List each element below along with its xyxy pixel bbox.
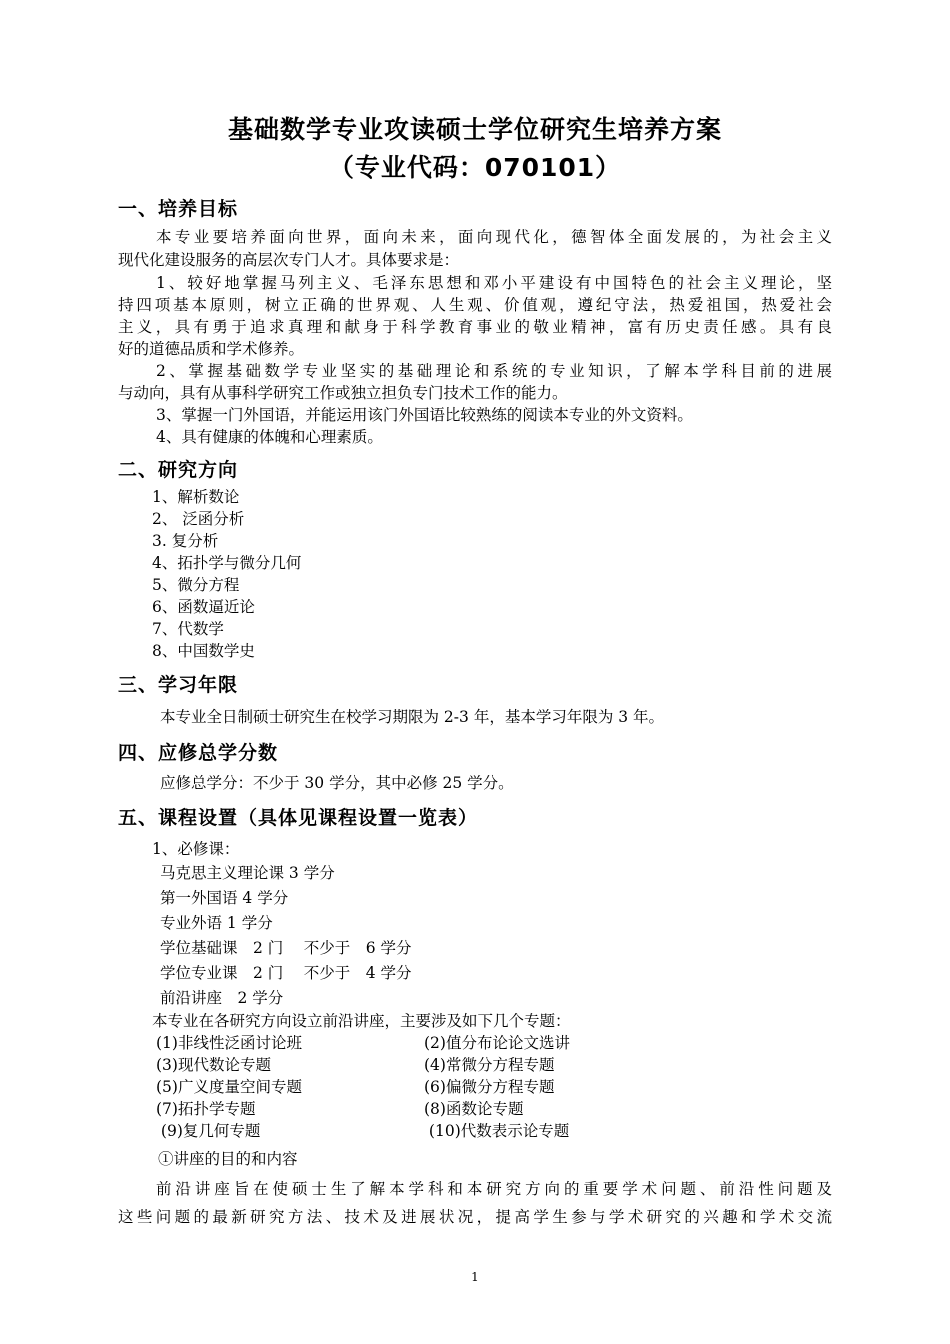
lecture-topic: (3)现代数论专题 — [156, 1056, 271, 1074]
paragraph-line: 现代化建设服务的高层次专门人才。具体要求是： — [118, 251, 460, 269]
section-heading-research-directions: 二、研究方向 — [118, 459, 239, 481]
paragraph-line: 前沿讲座旨在使硕士生了解本学科和本研究方向的重要学术问题、前沿性问题及 — [156, 1180, 832, 1198]
course-item: 学位专业课 2 门 不少于 4 学分 — [160, 964, 412, 982]
paragraph-line: 这些问题的最新研究方法、技术及进展状况，提高学生参与学术研究的兴趣和学术交流 — [118, 1208, 832, 1226]
list-item: 5、微分方程 — [152, 576, 240, 594]
list-item: 3. 复分析 — [152, 532, 219, 550]
paragraph-line: 4、具有健康的体魄和心理素质。 — [156, 428, 383, 446]
course-item: 专业外语 1 学分 — [160, 914, 273, 932]
list-item: 4、拓扑学与微分几何 — [152, 554, 302, 572]
lecture-topic: (5)广义度量空间专题 — [156, 1078, 302, 1096]
paragraph-line: 本专业全日制硕士研究生在校学习期限为 2-3 年，基本学习年限为 3 年。 — [160, 708, 665, 726]
required-courses-label: 1、必修课： — [152, 840, 240, 858]
lecture-topic: (9)复几何专题 — [156, 1122, 261, 1140]
list-item: 7、代数学 — [152, 620, 224, 638]
section-heading-objectives: 一、培养目标 — [118, 198, 239, 220]
lecture-topic: (1)非线性泛函讨论班 — [156, 1034, 302, 1052]
paragraph-line: 1、较好地掌握马列主义、毛泽东思想和邓小平建设有中国特色的社会主义理论，坚 — [156, 274, 832, 292]
lecture-topic: (10)代数表示论专题 — [424, 1122, 570, 1140]
lecture-topic: (4)常微分方程专题 — [424, 1056, 555, 1074]
lecture-topic: (6)偏微分方程专题 — [424, 1078, 555, 1096]
course-item: 第一外国语 4 学分 — [160, 889, 289, 907]
lecture-topic: (2)值分布论论文选讲 — [424, 1034, 570, 1052]
lecture-intro: 本专业在各研究方向设立前沿讲座，主要涉及如下几个专题： — [152, 1012, 571, 1030]
course-item: 马克思主义理论课 3 学分 — [160, 864, 335, 882]
list-item: 2、 泛函分析 — [152, 510, 245, 528]
section-heading-courses: 五、课程设置（具体见课程设置一览表） — [118, 807, 479, 829]
list-item: 8、中国数学史 — [152, 642, 255, 660]
section-heading-duration: 三、学习年限 — [118, 674, 239, 696]
paragraph-line: 3、掌握一门外国语，并能运用该门外国语比较熟练的阅读本专业的外文资料。 — [156, 406, 693, 424]
major-code: （专业代码：070101） — [328, 153, 622, 182]
lecture-purpose-label: ①讲座的目的和内容 — [158, 1150, 298, 1168]
paragraph-line: 2、掌握基础数学专业坚实的基础理论和系统的专业知识，了解本学科目前的进展 — [156, 362, 832, 380]
paragraph-line: 持四项基本原则，树立正确的世界观、人生观、价值观，遵纪守法，热爱祖国，热爱社会 — [118, 296, 832, 314]
list-item: 1、解析数论 — [152, 488, 240, 506]
lecture-topic: (7)拓扑学专题 — [156, 1100, 256, 1118]
document-title: 基础数学专业攻读硕士学位研究生培养方案 — [227, 115, 722, 144]
paragraph-line: 本专业要培养面向世界，面向未来，面向现代化，德智体全面发展的，为社会主义 — [156, 228, 832, 246]
course-item: 前沿讲座 2 学分 — [160, 989, 284, 1007]
page-number: 1 — [471, 1270, 479, 1284]
lecture-topic: (8)函数论专题 — [424, 1100, 524, 1118]
paragraph-line: 主义，具有勇于追求真理和献身于科学教育事业的敬业精神，富有历史责任感。具有良 — [118, 318, 832, 336]
list-item: 6、函数逼近论 — [152, 598, 255, 616]
paragraph-line: 与动向，具有从事科学研究工作或独立担负专门技术工作的能力。 — [118, 384, 568, 402]
paragraph-line: 应修总学分：不少于 30 学分，其中必修 25 学分。 — [160, 774, 514, 792]
section-heading-credits: 四、应修总学分数 — [118, 742, 279, 764]
paragraph-line: 好的道德品质和学术修养。 — [118, 340, 305, 358]
course-item: 学位基础课 2 门 不少于 6 学分 — [160, 939, 412, 957]
